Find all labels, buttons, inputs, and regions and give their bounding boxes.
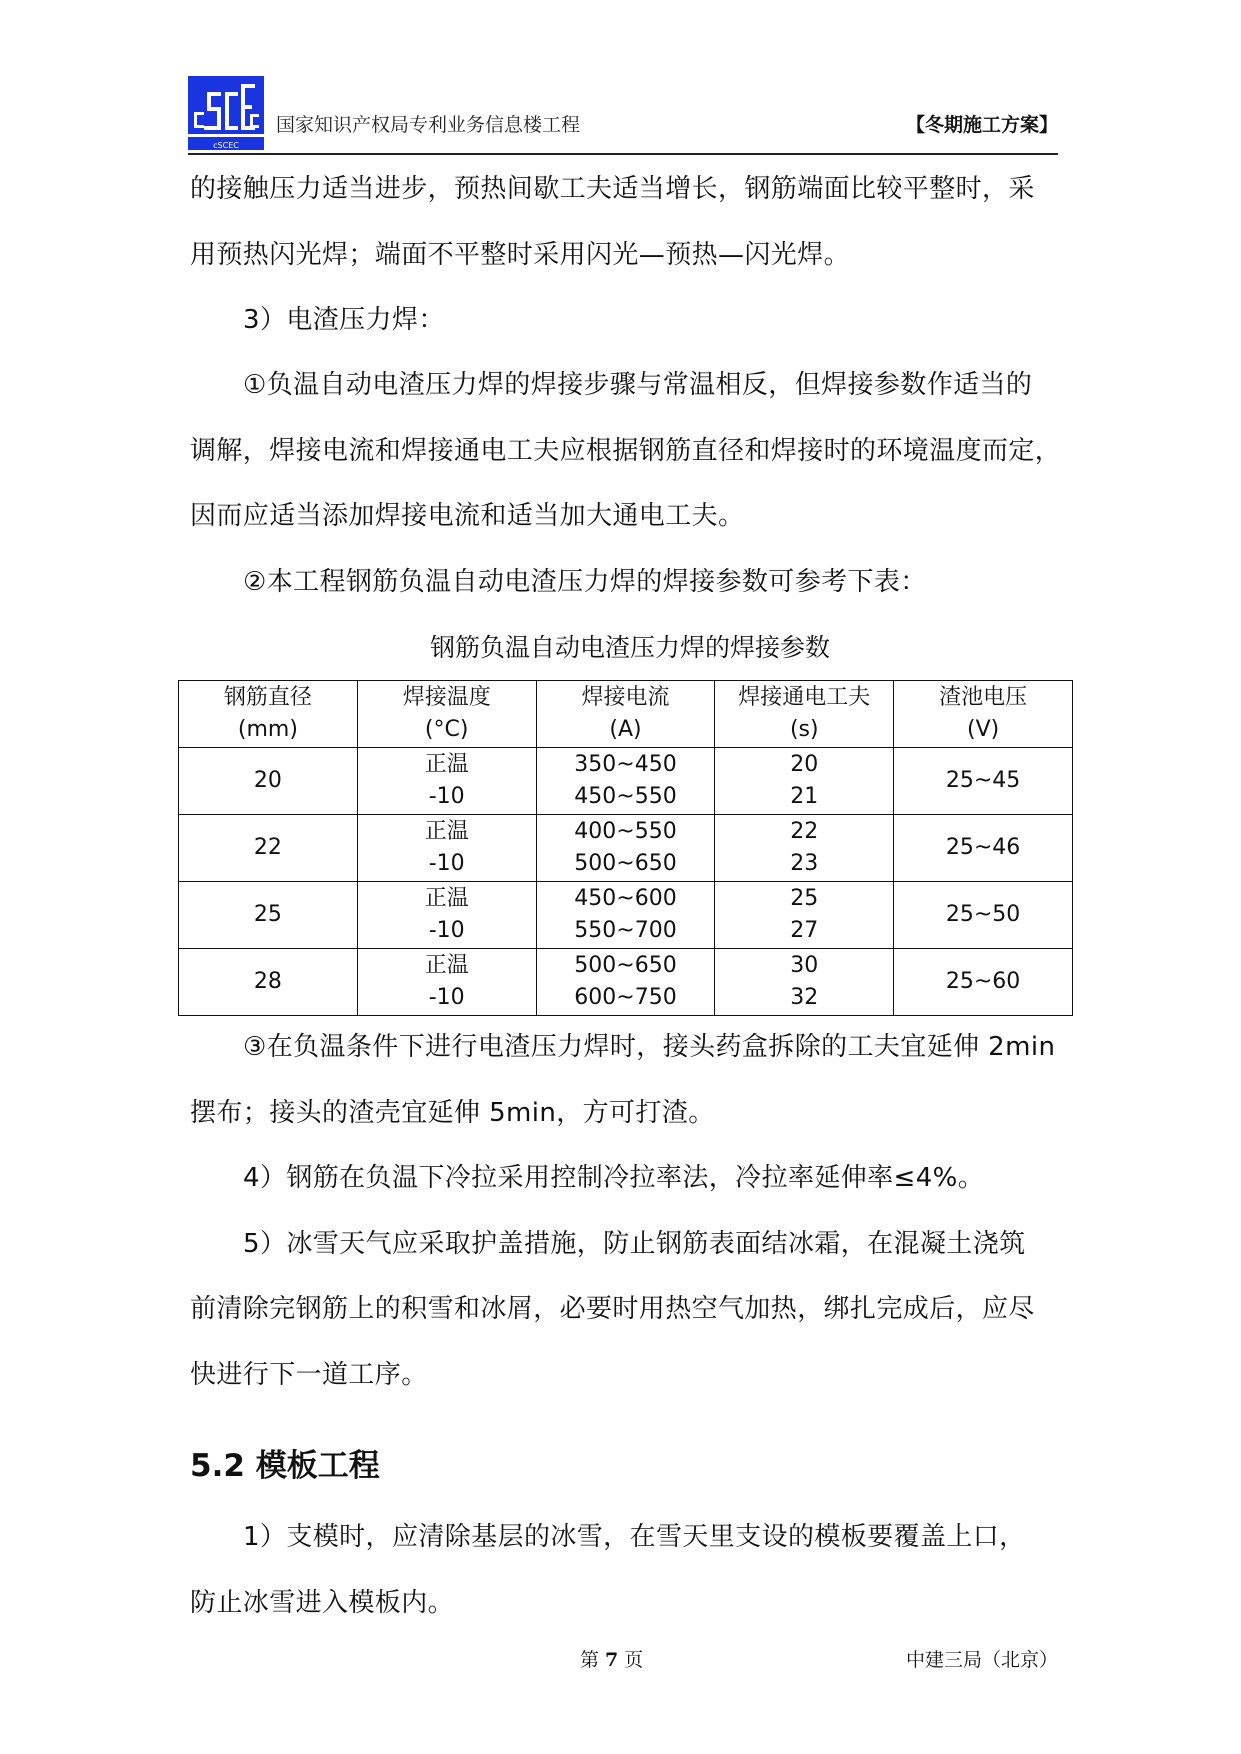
voltage-cell: 25~50 bbox=[894, 882, 1073, 949]
table-header-row bbox=[179, 681, 1073, 748]
table-row bbox=[179, 748, 1073, 815]
current-cell: 450~600 550~700 bbox=[536, 882, 715, 949]
voltage-cell: 25~46 bbox=[894, 815, 1073, 882]
temperature-cell: 正温 -10 bbox=[357, 815, 536, 882]
paragraph-line: 摆布；接头的渣壳宜延伸 5min，方可打渣。 bbox=[190, 1098, 715, 1128]
table-header-cell: 钢筋直径 (mm) bbox=[179, 681, 358, 748]
diameter-cell: 25 bbox=[179, 882, 358, 949]
paragraph-line: 3）电渣压力焊： bbox=[243, 305, 445, 335]
table-header-cell: 焊接通电工夫 (s) bbox=[715, 681, 894, 748]
table-row bbox=[179, 949, 1073, 1016]
temperature-cell: 正温 -10 bbox=[357, 882, 536, 949]
paragraph-line: 防止冰雪进入模板内。 bbox=[190, 1588, 455, 1618]
paragraph-line: 1）支模时，应清除基层的冰雪，在雪天里支设的模板要覆盖上口， bbox=[243, 1522, 1026, 1552]
current-cell: 500~650 600~750 bbox=[536, 949, 715, 1016]
header-project-title: 国家知识产权局专利业务信息楼工程 bbox=[276, 114, 581, 136]
header-document-type: 【冬期施工方案】 bbox=[905, 114, 1058, 136]
time-cell: 30 32 bbox=[715, 949, 894, 1016]
diameter-cell: 28 bbox=[179, 949, 358, 1016]
welding-parameter-table bbox=[178, 680, 1073, 1016]
paragraph-line: 快进行下一道工序。 bbox=[190, 1360, 428, 1390]
paragraph-line: ①负温自动电渣压力焊的焊接步骤与常温相反，但焊接参数作适当的 bbox=[243, 370, 1033, 400]
section-heading: 5.2 模板工程 bbox=[190, 1448, 380, 1484]
paragraph-line: 调解，焊接电流和焊接通电工夫应根据钢筋直径和焊接时的环境温度而定， bbox=[190, 436, 1062, 466]
paragraph-line: ②本工程钢筋负温自动电渣压力焊的焊接参数可参考下表： bbox=[243, 567, 927, 597]
table-header-cell: 焊接温度 (°C) bbox=[357, 681, 536, 748]
diameter-cell: 22 bbox=[179, 815, 358, 882]
footer-company: 中建三局（北京） bbox=[905, 1649, 1058, 1671]
voltage-cell: 25~45 bbox=[894, 748, 1073, 815]
table-row bbox=[179, 882, 1073, 949]
table-header-cell: 渣池电压 (V) bbox=[894, 681, 1073, 748]
current-cell: 350~450 450~550 bbox=[536, 748, 715, 815]
paragraph-line: 5）冰雪天气应采取护盖措施，防止钢筋表面结冰霜，在混凝土浇筑 bbox=[243, 1229, 1026, 1259]
paragraph-line: 用预热闪光焊；端面不平整时采用闪光—预热—闪光焊。 bbox=[190, 240, 851, 270]
paragraph-line: 因而应适当添加焊接电流和适当加大通电工夫。 bbox=[190, 501, 745, 531]
time-cell: 20 21 bbox=[715, 748, 894, 815]
paragraph-line: 前清除完钢筋上的积雪和冰屑，必要时用热空气加热，绑扎完成后，应尽 bbox=[190, 1294, 1035, 1324]
diameter-cell: 20 bbox=[179, 748, 358, 815]
company-logo bbox=[188, 76, 264, 150]
table-header-cell: 焊接电流 (A) bbox=[536, 681, 715, 748]
paragraph-line: 4）钢筋在负温下冷拉采用控制冷拉率法，冷拉率延伸率≤4%。 bbox=[243, 1163, 985, 1193]
paragraph-line: ③在负温条件下进行电渣压力焊时，接头药盒拆除的工夫宜延伸 2min bbox=[243, 1032, 1056, 1062]
time-cell: 22 23 bbox=[715, 815, 894, 882]
paragraph-line: 的接触压力适当进步，预热间歇工夫适当增长，钢筋端面比较平整时，采 bbox=[190, 174, 1035, 204]
time-cell: 25 27 bbox=[715, 882, 894, 949]
temperature-cell: 正温 -10 bbox=[357, 949, 536, 1016]
table-caption: 钢筋负温自动电渣压力焊的焊接参数 bbox=[429, 633, 830, 662]
table-row bbox=[179, 815, 1073, 882]
page-number: 第 7 页 bbox=[580, 1649, 644, 1671]
header-divider bbox=[188, 153, 1058, 155]
temperature-cell: 正温 -10 bbox=[357, 748, 536, 815]
voltage-cell: 25~60 bbox=[894, 949, 1073, 1016]
current-cell: 400~550 500~650 bbox=[536, 815, 715, 882]
logo-text: cSCEC bbox=[213, 141, 239, 150]
